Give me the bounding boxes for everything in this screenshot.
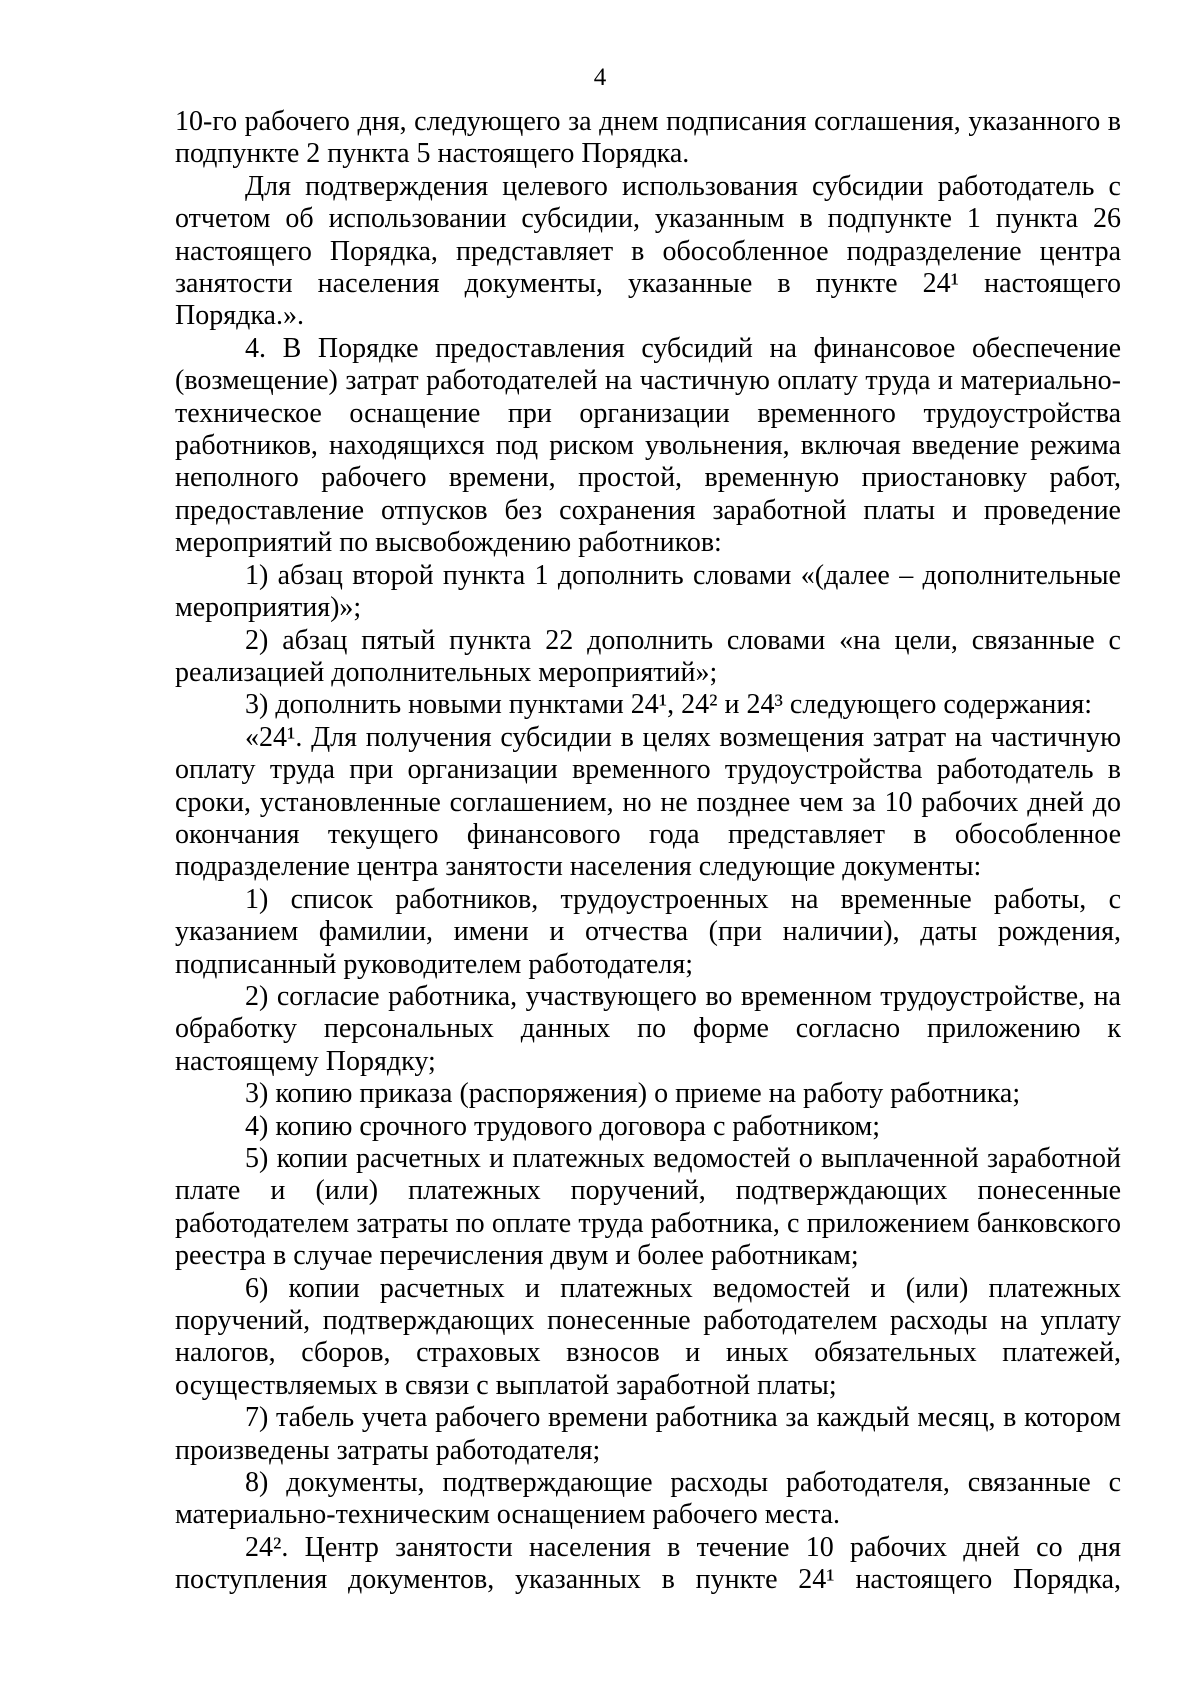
paragraph-item-4: 4. В Порядке предоставления субсидий на финансовое обеспечение (возмещение) затрат работодателей на частичную оплату труда и материально-техническое оснащение при организации временного трудоустройства работников, находящихся под риском увольнения, включая введение режима неполного рабочего времени, простой, временную приостановку работ, предоставление отпусков без сохранения заработной платы и проведение мероприятий по высвобождению работников: xyxy=(175,332,1121,559)
paragraph-subitem-2: 2) абзац пятый пункта 22 дополнить словами «на цели, связанные с реализацией дополнительных мероприятий»; xyxy=(175,624,1121,688)
page-number: 4 xyxy=(593,64,607,91)
list-item-doc-2: 2) согласие работника, участвующего во временном трудоустройстве, на обработку персональных данных по форме согласно приложению к настоящему Порядку; xyxy=(175,980,1121,1077)
paragraph-continuation: 10-го рабочего дня, следующего за днем подписания соглашения, указанного в подпункте 2 пункта 5 настоящего Порядка. xyxy=(175,106,1121,170)
paragraph-point-24-1: «24¹. Для получения субсидии в целях возмещения затрат на частичную оплату труда при организации временного трудоустройства работодатель в сроки, установленные соглашением, но не позднее чем за 10 рабочих дней до окончания текущего финансового года представляет в обособленное подразделение центра занятости населения следующие документы: xyxy=(175,721,1121,883)
list-item-doc-3: 3) копию приказа (распоряжения) о приеме на работу работника; xyxy=(245,1078,1021,1110)
list-item-doc-7: 7) табель учета рабочего времени работника за каждый месяц, в котором произведены затраты работодателя; xyxy=(175,1402,1121,1466)
list-item-doc-4: 4) копию срочного трудового договора с работником; xyxy=(245,1110,881,1142)
list-item-doc-8: 8) документы, подтверждающие расходы работодателя, связанные с материально-техническим оснащением рабочего места. xyxy=(175,1467,1121,1531)
paragraph-point-24-2: 24². Центр занятости населения в течение 10 рабочих дней со дня поступления документов, указанных в пункте 24¹ настоящего Порядка, xyxy=(175,1531,1121,1596)
paragraph-target-use: Для подтверждения целевого использования субсидии работодатель с отчетом об использовании субсидии, указанным в подпункте 1 пункта 26 настоящего Порядка, представляет в обособленное подразделение центра занятости населения документы, указанные в пункте 24¹ настоящего Порядка.». xyxy=(175,170,1121,332)
document-body xyxy=(175,106,1121,1597)
list-item-doc-6: 6) копии расчетных и платежных ведомостей и (или) платежных поручений, подтверждающих понесенные работодателем расходы на уплату налогов, сборов, страховых взносов и иных обязательных платежей, осуществляемых в связи с выплатой заработной платы; xyxy=(175,1272,1121,1401)
list-item-doc-1: 1) список работников, трудоустроенных на временные работы, с указанием фамилии, имени и отчества (при наличии), даты рождения, подписанный руководителем работодателя; xyxy=(175,883,1121,980)
list-item-doc-5: 5) копии расчетных и платежных ведомостей о выплаченной заработной плате и (или) платежных поручений, подтверждающих понесенные работодателем затраты по оплате труда работника, с приложением банковского реестра в случае перечисления двум и более работникам; xyxy=(175,1143,1121,1272)
paragraph-subitem-3: 3) дополнить новыми пунктами 24¹, 24² и 24³ следующего содержания: xyxy=(245,689,1093,721)
paragraph-subitem-1: 1) абзац второй пункта 1 дополнить словами «(далее – дополнительные мероприятия)»; xyxy=(175,559,1121,624)
